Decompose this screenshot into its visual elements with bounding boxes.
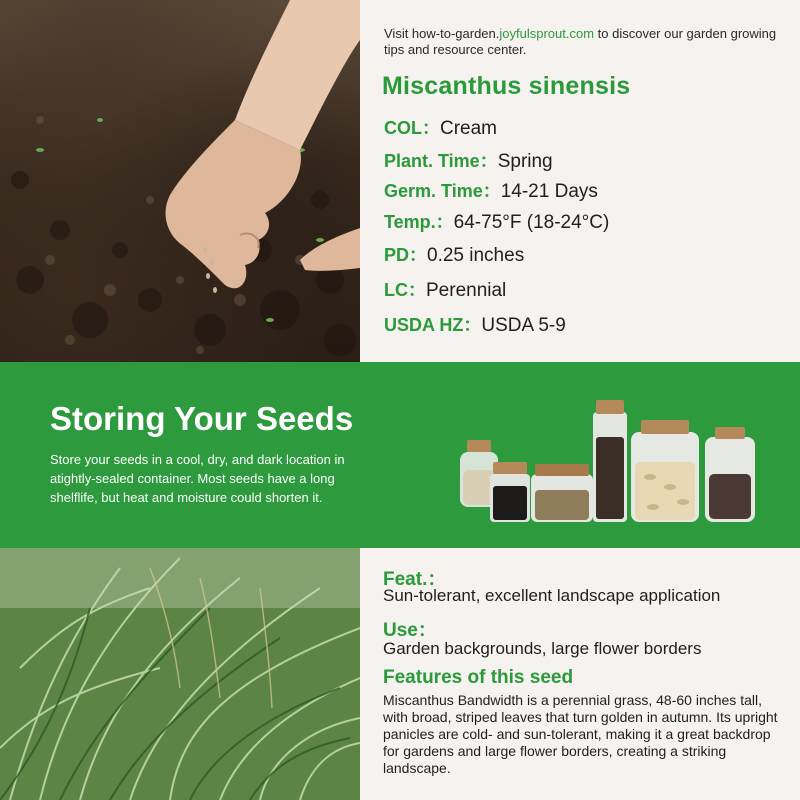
spec-key: Temp.： bbox=[384, 212, 454, 232]
storing-seeds-title: Storing Your Seeds bbox=[50, 400, 354, 437]
spec-life-cycle bbox=[384, 278, 506, 303]
bottom-section bbox=[0, 548, 800, 800]
spec-temperature bbox=[384, 210, 609, 235]
spec-value: Spring bbox=[497, 151, 553, 172]
features-text: Miscanthus Bandwidth is a perennial grass, 48-60 inches tall, with broad, striped leaves that turn golden in autumn. Its upright panicles are cold- and sun-tolerant, making it a great backdrop for gardens and large flower borders, creating a striking landscape. bbox=[383, 692, 778, 776]
visit-text bbox=[384, 26, 784, 58]
visit-prefix: Visit how-to-garden. bbox=[384, 26, 500, 41]
feat-value: Sun-tolerant, excellent landscape application bbox=[383, 586, 721, 605]
spec-key: LC： bbox=[384, 280, 426, 300]
spec-key: PD： bbox=[384, 245, 428, 265]
spec-color bbox=[384, 116, 497, 141]
miscanthus-grass-photo bbox=[0, 548, 360, 800]
website-link[interactable]: joyfulsprout.com bbox=[499, 26, 595, 41]
spec-value: Cream bbox=[440, 118, 498, 139]
spec-value: 0.25 inches bbox=[427, 245, 525, 266]
hand-sowing-seeds-photo bbox=[0, 0, 360, 362]
use-label: Use： bbox=[383, 620, 437, 641]
spec-value: USDA 5-9 bbox=[481, 315, 566, 336]
spec-key: Plant. Time： bbox=[384, 151, 498, 171]
top-section bbox=[0, 0, 800, 362]
spec-planting-depth bbox=[384, 243, 524, 268]
spec-key: COL： bbox=[384, 118, 440, 138]
spec-germ-time bbox=[384, 179, 598, 204]
spec-key: USDA HZ： bbox=[384, 315, 482, 335]
spec-value: 64-75°F (18-24°C) bbox=[453, 212, 610, 233]
bottom-info-panel bbox=[360, 548, 800, 800]
storing-seeds-band bbox=[0, 362, 800, 548]
spec-plant-time bbox=[384, 149, 553, 174]
visit-suffix: to discover our garden growing tips and resource center. bbox=[384, 26, 777, 57]
spec-value: Perennial bbox=[426, 280, 507, 301]
seed-jars-photo bbox=[455, 382, 760, 527]
top-info-panel bbox=[360, 0, 800, 362]
storing-seeds-text: Store your seeds in a cool, dry, and dark location in atightly-sealed container. Most seeds have a long shelflife, but heat and moisture could shorten it. bbox=[50, 452, 345, 505]
plant-title: Miscanthus sinensis bbox=[382, 72, 631, 100]
spec-value: 14-21 Days bbox=[500, 181, 598, 202]
features-title: Features of this seed bbox=[383, 667, 574, 688]
use-value: Garden backgrounds, large flower borders bbox=[383, 639, 702, 658]
feat-label: Feat.： bbox=[383, 569, 447, 590]
spec-key: Germ. Time： bbox=[384, 181, 501, 201]
spec-usda-zone bbox=[384, 313, 566, 338]
